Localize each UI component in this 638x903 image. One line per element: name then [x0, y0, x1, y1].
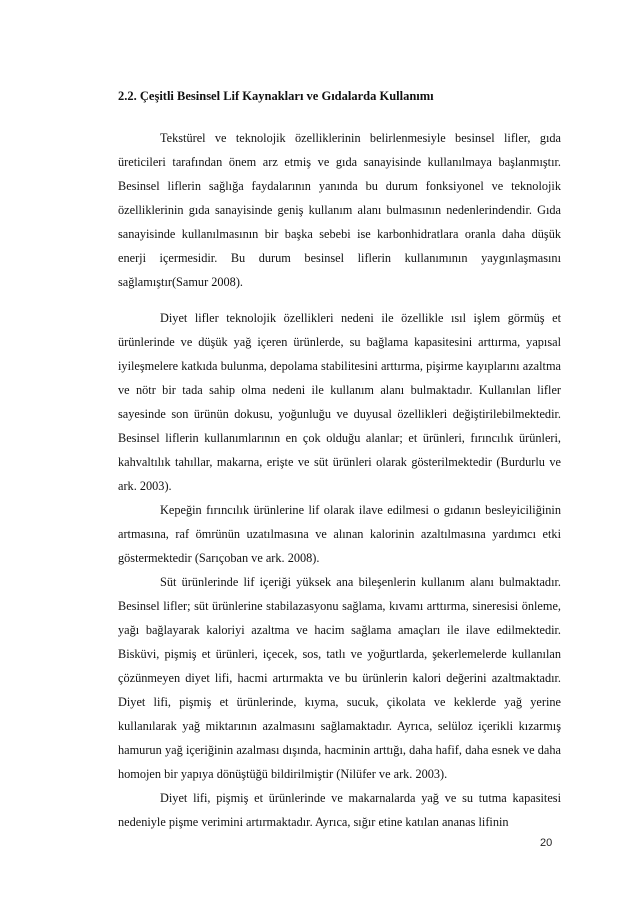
- section-heading: 2.2. Çeşitli Besinsel Lif Kaynakları ve Gıdalarda Kullanımı: [118, 89, 434, 103]
- paragraph-4: Süt ürünlerinde lif içeriği yüksek ana bileşenlerin kullanım alanı bulmaktadır. Besinsel lifler; süt ürünlerine stabilazasyonu sağlama, kıvamı arttırma, sineresisi önleme, yağı bağlayarak kaloriyi azaltma ve hacim sağlama amaçları ile ilave edilmektedir. Bisküvi, pişmiş et ürünleri, içecek, sos, tatlı ve yoğurtlarda, şekerlemelerde kullanılan çözünmeyen diyet lifi, hacmi artırmakta ve bu ürünlerin kalori değerini azaltmaktadır. Diyet lifi, pişmiş et ürünlerinde, kıyma, sucuk, çikolata ve keklerde yağ yerine kullanılarak yağ miktarının azalmasını sağlamaktadır. Ayrıca, selüloz içerikli kızarmış hamurun yağ içeriğinin azalması dışında, hacminin arttığı, daha hafif, daha esnek ve daha homojen bir yapıya dönüştüğü bildirilmiştir (Nilüfer ve ark. 2003).: [118, 575, 561, 781]
- paragraph-1: Tekstürel ve teknolojik özelliklerinin belirlenmesiyle besinsel lifler, gıda üreticileri tarafından önem arz etmiş ve gıda sanayisinde kullanılmaya başlanmıştır. Besinsel liflerin sağlığa faydalarının yanında bu durum fonksiyonel ve teknolojik özelliklerinin gıda sanayisinde geniş kullanım alanı bulmasının nedenlerindendir. Gıda sanayisinde kullanılmasının bir başka sebebi ise karbonhidratlara oranla daha düşük enerji içermesidir. Bu durum besinsel liflerin kullanımının yaygınlaşmasını sağlamıştır(Samur 2008).: [118, 131, 561, 289]
- paragraph-5: Diyet lifi, pişmiş et ürünlerinde ve makarnalarda yağ ve su tutma kapasitesi nedeniyle pişme verimini artırmaktadır. Ayrıca, sığır etine katılan ananas lifinin: [118, 791, 561, 829]
- paragraph-3: Kepeğin fırıncılık ürünlerine lif olarak ilave edilmesi o gıdanın besleyiciliğinin artmasına, raf ömrünün uzatılmasına ve alınan kalorinin azaltılmasına yardımcı etki göstermektedir (Sarıçoban ve ark. 2008).: [118, 503, 561, 565]
- body-text: [118, 126, 561, 834]
- paragraph-2: Diyet lifler teknolojik özellikleri nedeni ile özellikle ısıl işlem görmüş et ürünlerinde ve düşük yağ içeren ürünlerde, su bağlama kapasitesini arttırma, yapısal iyileşmelere katkıda bulunma, depolama stabilitesini arttırma, pişirme kayıplarını azaltma ve nötr bir tada sahip olma nedeni ile kullanım alanı bulmaktadır. Kullanılan lifler sayesinde son ürünün dokusu, yoğunluğu ve duyusal özellikleri değiştirilebilmektedir. Besinsel liflerin kullanımlarının en çok olduğu alanlar; et ürünleri, fırıncılık ürünleri, kahvaltılık tahıllar, makarna, erişte ve süt ürünleri olarak gösterilmektedir (Burdurlu ve ark. 2003).: [118, 311, 561, 493]
- page-number: 20: [540, 837, 553, 849]
